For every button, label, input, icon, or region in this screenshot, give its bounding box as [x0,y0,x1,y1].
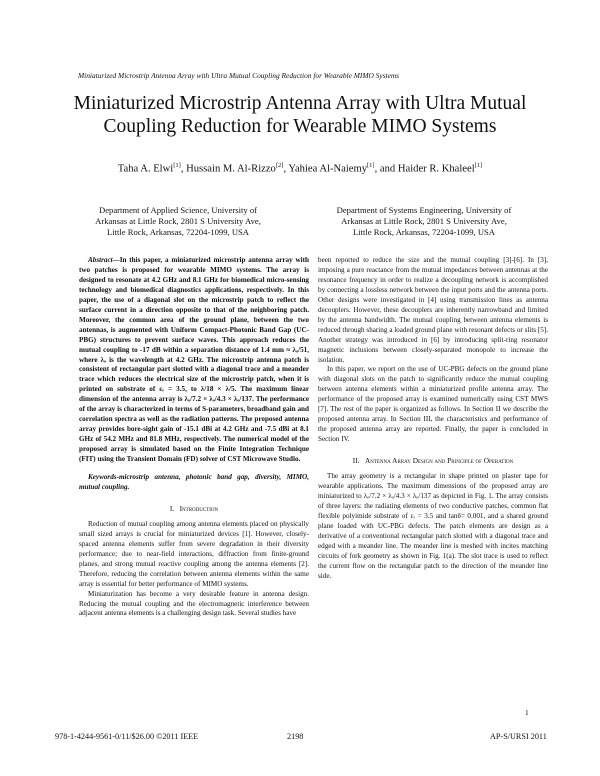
affiliation-line: Arkansas at Little Rock, 2801 S University Ave, [341,216,507,226]
affiliation-mark: [2] [275,162,284,169]
paragraph: Miniaturization has become a very desirable feature in antenna design. Reducing the mutual coupling and the electromagnetic interference between adjacent antenna elements is a challenging design task. Several studies have [79,589,309,618]
paragraph: been reported to reduce the size and the mutual coupling [3]-[6]. In [3], imposing a pure reactance from the mutual impedances between antennas at the resonance frequency in order to realize a decoupling network is accomplished by connecting a lossless network between the input ports and the antenna ports. Other designs were investigated in [4] using transmission lines as antenna decouplers. However, these decouplers are inherently narrowband and limited by the antenna bandwidth. The mutual coupling between antenna elements is reduced through sharing a loaded ground plane with resonant defects or slits [5]. Another strategy was introduced in [6] by introducing split-ring resonator magnetic inclusions between closely-separated monopole to increase the isolation. [318,256,548,364]
section-title: Antenna Array Design and Principle of Operation [364,456,514,466]
author-separator: , [180,163,187,175]
affiliation-mark: [1] [474,162,483,169]
footer-page: 2198 [287,732,304,741]
affiliation-line: Department of Systems Engineering, University of [336,205,512,215]
left-column [79,256,309,619]
section-number: II. [352,456,360,466]
author-name: Yahiea Al-Naiemy [288,163,368,175]
author-list [40,162,560,175]
affiliation-line: Department of Applied Science, University of [99,205,257,215]
abstract-label: Abstract [88,256,113,264]
footer-copyright: 978-1-4244-9561-0/11/$26.00 ©2011 IEEE [55,732,199,741]
section-heading-introduction [79,504,309,514]
section-number: I. [169,503,175,513]
paragraph: The array geometry is a rectangular in shape printed on plaster tape for wearable applications. The maximum dimensions of the proposed array are miniaturized to λₒ/7.2 × λₒ/4.3 × λₒ/137 as depicted in Fig. 1. The array consists of three layers: the radiating elements of two conductive patches, common flat flexible polyimide substrate of εᵣ = 3.5 and tanδ= 0.001, and a shared ground plane loaded with UC-PBG defects. The patch elements are design as a derivative of a conventional rectangular patch slotted with a diagonal trace and edged with a meander line. The meander line is meshed with incites matching circuits of fork geometry as shown in Fig. 1(a). The slot trace is used to reflect the current flow on the rectangular patch to the direction of the meander line side. [318,472,548,580]
paragraph: Reduction of mutual coupling among antenna elements placed on physically small sized arrays is crucial for miniaturized devices [1]. However, closely-spaced antenna elements suffer from severe degradation in their diversity performance; due to near-field interactions, diffraction from finite-ground planes, and strong mutual reactive coupling among the antenna elements [2]. Therefore, reducing the correlation between antenna elements within the same array is essential for better performance of MIMO systems. [79,519,309,588]
author-separator: , and [374,163,398,175]
paper-title: Miniaturized Microstrip Antenna Array with Ultra Mutual Coupling Reduction for Wearable MIMO Systems [73,93,527,137]
footer-conference: AP-S/URSI 2011 [490,732,547,741]
abstract [79,256,309,465]
author-name: Haider R. Khaleel [397,163,475,175]
author-name: Hussain M. Al-Rizzo [186,163,276,175]
author-name: Taha A. Elwi [117,163,174,175]
right-column [318,256,548,582]
affiliation-line: Arkansas at Little Rock, 2801 S University Ave, [95,216,261,226]
affiliation-line: Little Rock, Arkansas, 72204-1099, USA [352,227,496,237]
abstract-text: —In this paper, a miniaturized microstrip antenna array with two patches is proposed for wearable MIMO systems. The array is designed to resonate at 4.2 GHz and 8.1 GHz for biomedical micro-sensing technology and biomedical diagnostics applications, respectively. In this paper, the use of a diagonal slot on the microstrip patch to reflect the surface current in a direction opposite to that of the neighboring patch. Moreover, the common area of the ground plane, between the two antennas, is augmented with Uniform Compact-Photonic Band Gap (UC-PBG) structures to prevent surface waves. This approach reduces the mutual coupling to -17 dB within a separation distance of 1.4 mm ≈ λₒ/51, where λₒ is the wavelength at 4.2 GHz. The microstrip antenna patch is consistent of rectangular part slotted with a diagonal trace and a meander trace which reduces the electrical size of the microstrip patch, when it is printed on substrate of εᵣ = 3.5, to λ/18 × λ/5. The maximum linear dimension of the antenna array is λₒ/7.2 × λₒ/4.3 × λₒ/137. The performance of the array is characterized in terms of S-parameters, broadband gain and correlation spectra as well as the radiation patterns. The proposed antenna array provides bore-sight gain of -15.1 dBi at 4.2 GHz and -7.5 dBi at 8.1 GHz of 54.2 MHz and 81.8 MHz, respectively. The numerical model of the proposed array is simulated based on the Finite Integration Technique (FIT) using the Transient Domain (FD) solver of CST Microwave Studio. [79,256,309,464]
affiliation-mark: [1] [367,162,375,169]
section-title: Introduction [179,503,219,513]
section-heading-design [318,456,548,466]
affiliation-left [58,205,298,238]
running-header: Miniaturized Microstrip Antenna Array with Ultra Mutual Coupling Reduction for Wearable MIMO Systems [78,71,400,80]
author-separator: , [283,163,289,175]
keywords: Keywords-microstrip antenna, photonic band gap, diversity, MIMO, mutual coupling. [79,473,309,491]
paragraph: In this paper, we report on the use of UC-PBG defects on the ground plane with diagonal slots on the patch to significantly reduce the mutual coupling between antenna elements within a miniaturized profile antenna array. The performance of the proposed array is examined numerically using CST MWS [7]. The rest of the paper is organized as follows. In Section II we describe the proposed antenna array. In Section III, the characteristics and performance of the proposed antenna array are reported. Finally, the paper is concluded in Section IV. [318,365,548,444]
affiliation-line: Little Rock, Arkansas, 72204-1099, USA [106,227,250,237]
page-number: 1 [525,708,529,717]
affiliation-mark: [1] [173,162,181,169]
affiliation-right [304,205,544,238]
